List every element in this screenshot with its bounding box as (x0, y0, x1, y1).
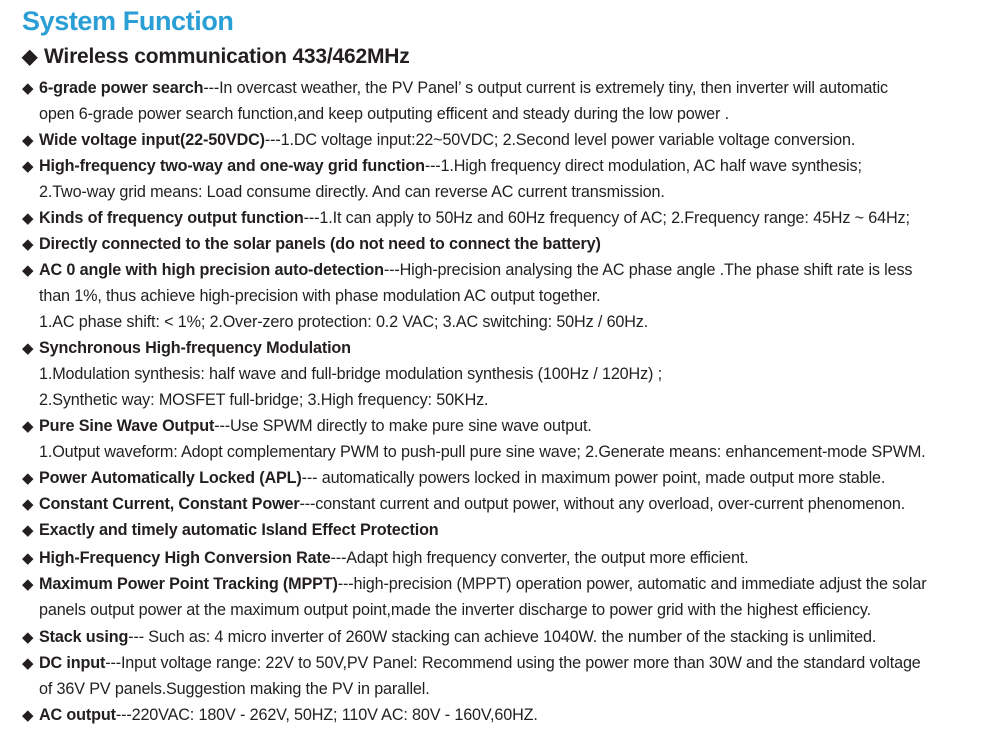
diamond-bullet-icon: ◆ (22, 236, 34, 253)
feature-item (22, 156, 862, 177)
feature-continuation-line (39, 182, 665, 202)
feature-title: 6-grade power search (39, 79, 204, 97)
feature-description: ---1.It can apply to 50Hz and 60Hz frequency of AC; 2.Frequency range: 45Hz ~ 64Hz; (303, 209, 910, 227)
feature-title: Pure Sine Wave Output (39, 417, 215, 435)
feature-title: Stack using (39, 628, 129, 646)
diamond-bullet-icon: ◆ (22, 80, 34, 97)
feature-title: DC input (39, 654, 106, 672)
diamond-bullet-icon: ◆ (22, 262, 34, 279)
feature-text: 2.Synthetic way: MOSFET full-bridge; 3.High frequency: 50KHz. (39, 391, 489, 409)
diamond-bullet-icon: ◆ (22, 158, 34, 175)
diamond-bullet-icon: ◆ (22, 418, 34, 435)
feature-title: AC output (39, 706, 116, 724)
feature-item (22, 494, 905, 515)
diamond-bullet-icon: ◆ (22, 629, 34, 646)
feature-description: ---220VAC: 180V - 262V, 50HZ; 110V AC: 80V - 160V,60HZ. (115, 706, 538, 724)
feature-item (22, 416, 592, 437)
diamond-bullet-icon: ◆ (22, 496, 34, 513)
diamond-bullet-icon: ◆ (22, 522, 34, 539)
headline (22, 44, 410, 69)
feature-continuation-line (39, 442, 926, 462)
feature-item (22, 548, 749, 569)
feature-continuation-line (39, 364, 662, 384)
feature-text: than 1%, thus achieve high-precision with phase modulation AC output together. (39, 287, 601, 305)
feature-text: open 6-grade power search function,and keep outputing efficent and steady during the low power . (39, 105, 729, 123)
feature-description: ---high-precision (MPPT) operation power, automatic and immediate adjust the solar (337, 575, 927, 593)
feature-item (22, 653, 921, 674)
feature-description: --- Such as: 4 micro inverter of 260W stacking can achieve 1040W. the number of the stacking is unlimited. (128, 628, 877, 646)
feature-item (22, 208, 910, 229)
feature-title: Directly connected to the solar panels (do not need to connect the battery) (39, 235, 601, 253)
feature-title: Maximum Power Point Tracking (MPPT) (39, 575, 338, 593)
feature-title: Exactly and timely automatic Island Effect Protection (39, 521, 439, 539)
feature-description: ---Use SPWM directly to make pure sine wave output. (214, 417, 592, 435)
diamond-bullet-icon: ◆ (22, 655, 34, 672)
feature-description: ---In overcast weather, the PV Panel’ s output current is extremely tiny, then inverter will automatic (203, 79, 889, 97)
feature-item (22, 338, 351, 359)
diamond-bullet-icon: ◆ (22, 340, 34, 357)
feature-description: --- automatically powers locked in maximum power point, made output more stable. (301, 469, 886, 487)
feature-item (22, 234, 601, 255)
feature-title: High-Frequency High Conversion Rate (39, 549, 331, 567)
feature-text: of 36V PV panels.Suggestion making the PV in parallel. (39, 680, 430, 698)
feature-item (22, 520, 439, 541)
feature-continuation-line (39, 600, 871, 620)
feature-description: ---Input voltage range: 22V to 50V,PV Panel: Recommend using the power more than 30W and the standard voltage (105, 654, 921, 672)
feature-description: ---High-precision analysing the AC phase angle .The phase shift rate is less (383, 261, 913, 279)
feature-text: 1.AC phase shift: < 1%; 2.Over-zero protection: 0.2 VAC; 3.AC switching: 50Hz / 60Hz. (39, 313, 649, 331)
feature-continuation-line (39, 104, 729, 124)
feature-title: High-frequency two-way and one-way grid function (39, 157, 425, 175)
feature-description: ---1.High frequency direct modulation, AC half wave synthesis; (424, 157, 862, 175)
feature-text: 1.Modulation synthesis: half wave and full-bridge modulation synthesis (100Hz / 120Hz) ; (39, 365, 662, 383)
headline-text: Wireless communication 433/462MHz (44, 45, 410, 68)
feature-title: Kinds of frequency output function (39, 209, 304, 227)
feature-item (22, 260, 912, 281)
feature-continuation-line (39, 679, 430, 699)
feature-item (22, 627, 876, 648)
feature-continuation-line (39, 286, 601, 306)
feature-title: AC 0 angle with high precision auto-detection (39, 261, 384, 279)
feature-continuation-line (39, 312, 648, 332)
diamond-bullet-icon: ◆ (22, 550, 34, 567)
feature-title: Power Automatically Locked (APL) (39, 469, 302, 487)
feature-continuation-line (39, 390, 488, 410)
feature-title: Constant Current, Constant Power (39, 495, 300, 513)
feature-title: Wide voltage input(22-50VDC) (39, 131, 265, 149)
diamond-bullet-icon: ◆ (22, 210, 34, 227)
diamond-bullet-icon: ◆ (22, 707, 34, 724)
feature-text: 2.Two-way grid means: Load consume directly. And can reverse AC current transmission. (39, 183, 665, 201)
page-title: System Function (22, 6, 234, 36)
diamond-bullet-icon: ◆ (22, 576, 34, 593)
feature-item (22, 468, 885, 489)
diamond-bullet-icon: ◆ (22, 470, 34, 487)
diamond-bullet-icon: ◆ (22, 46, 38, 68)
feature-item (22, 78, 888, 99)
feature-item (22, 130, 855, 151)
diamond-bullet-icon: ◆ (22, 132, 34, 149)
feature-item (22, 705, 538, 726)
feature-description: ---1.DC voltage input:22~50VDC; 2.Second level power variable voltage conversion. (264, 131, 856, 149)
feature-title: Synchronous High-frequency Modulation (39, 339, 351, 357)
feature-text: panels output power at the maximum output point,made the inverter discharge to power grid with the highest efficiency. (39, 601, 872, 619)
feature-description: ---constant current and output power, without any overload, over-current phenomenon. (299, 495, 906, 513)
feature-description: ---Adapt high frequency converter, the output more efficient. (330, 549, 749, 567)
feature-item (22, 574, 926, 595)
feature-text: 1.Output waveform: Adopt complementary PWM to push-pull pure sine wave; 2.Generate means: enhancement-mode SPWM. (39, 443, 926, 461)
